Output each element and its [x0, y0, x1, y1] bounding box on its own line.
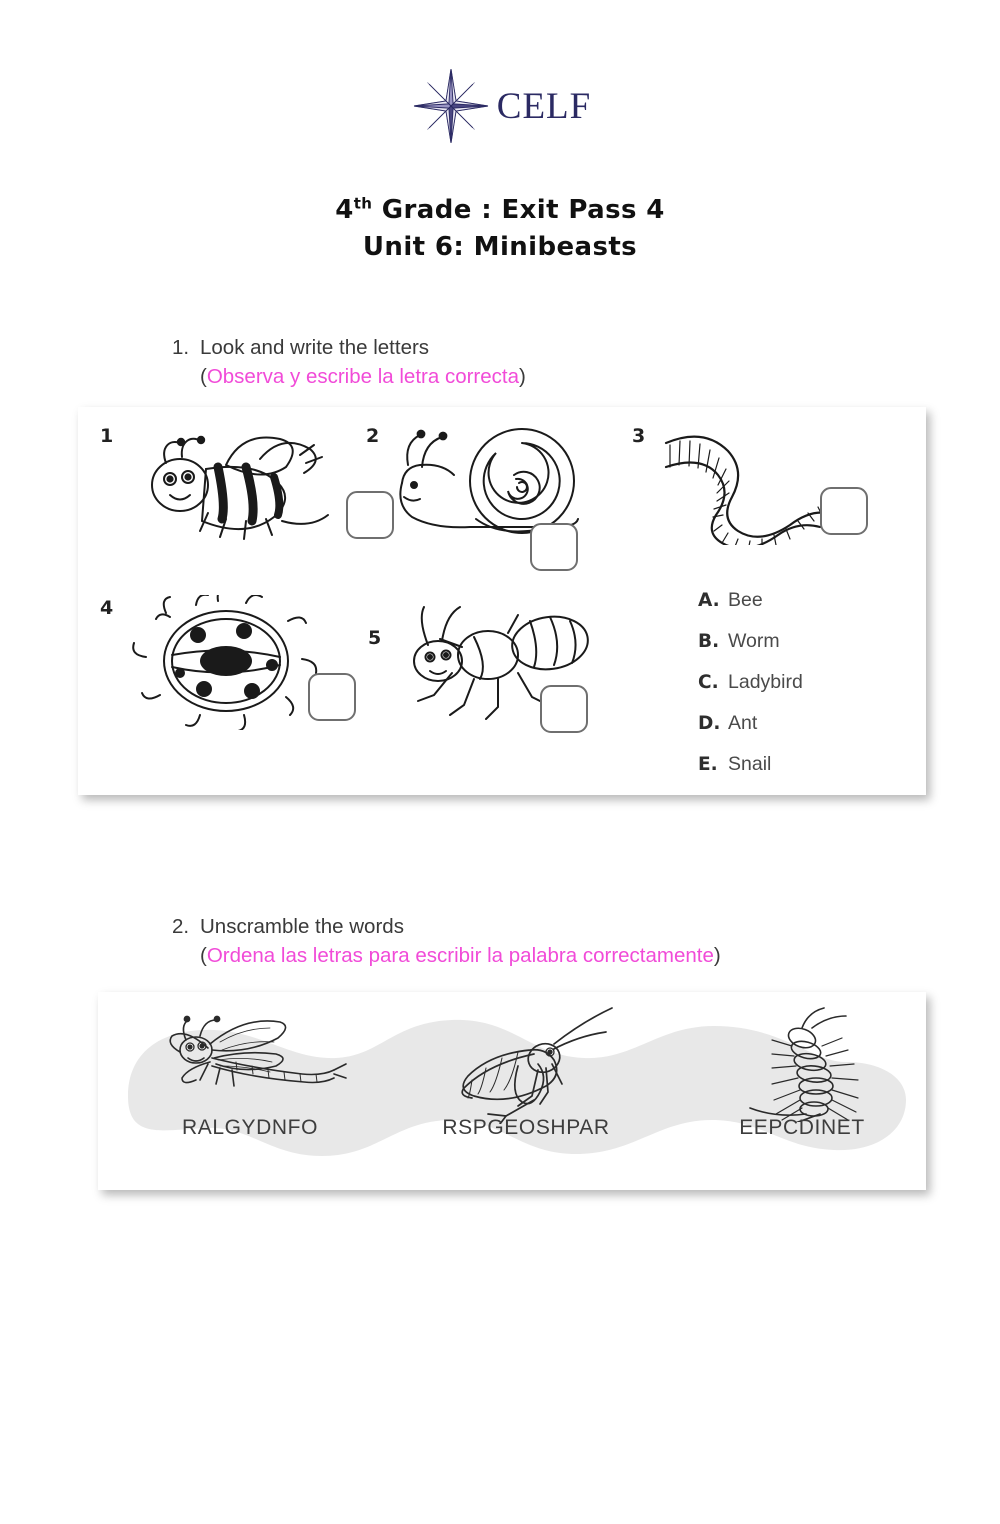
paren-open: ( — [200, 364, 207, 388]
option-word-c: Ladybird — [728, 670, 803, 693]
item-number-5: 5 — [368, 626, 382, 649]
grasshopper-drawing — [426, 1004, 626, 1129]
brand-name: CELF — [496, 85, 592, 127]
option-row-c — [698, 671, 803, 694]
dragonfly-drawing — [158, 1014, 348, 1129]
answer-box-5[interactable] — [540, 685, 588, 733]
option-letter-e: E. — [698, 753, 718, 775]
scrambled-word-2: RSPGEOSHPAR — [442, 1115, 610, 1139]
centipede-drawing — [710, 1006, 890, 1127]
option-word-b: Worm — [728, 629, 780, 652]
exercise-1-spanish-text: Observa y escribe la letra correcta — [206, 364, 520, 388]
exercise-2-subinstruction — [200, 944, 1000, 968]
title-grade-rest: Grade : Exit Pass 4 — [372, 195, 665, 225]
option-row-b — [698, 630, 803, 653]
item-number-3: 3 — [632, 424, 646, 447]
paren-close: ) — [519, 364, 526, 388]
answer-box-4[interactable] — [308, 673, 356, 721]
item-number-4: 4 — [100, 596, 114, 619]
answer-box-3[interactable] — [820, 487, 868, 535]
answer-box-2[interactable] — [530, 523, 578, 571]
title-line-2: Unit 6: Minibeasts — [362, 231, 638, 262]
option-word-e: Snail — [728, 752, 772, 775]
option-row-d — [698, 712, 803, 735]
exercise-1-card — [78, 407, 926, 795]
answer-options-list — [698, 589, 803, 794]
exercise-2-heading — [172, 915, 1000, 968]
exercise-2-instruction: Unscramble the words — [200, 914, 404, 938]
title-grade-number: 4 — [335, 195, 354, 225]
exercise-1-subinstruction — [200, 365, 1000, 389]
exercise-1-instruction: Look and write the letters — [200, 335, 430, 359]
paren-open-2: ( — [200, 943, 207, 967]
bee-drawing — [122, 427, 337, 552]
exercise-2-spanish-text: Ordena las letras para escribir la palabra correctamente — [206, 943, 714, 967]
option-letter-d: D. — [698, 712, 721, 734]
ladybird-drawing — [126, 595, 326, 735]
title-grade-suffix: th — [353, 194, 373, 213]
option-word-a: Bee — [728, 588, 763, 611]
item-number-1: 1 — [100, 424, 114, 447]
page-title — [0, 192, 1000, 266]
exercise-1-number: 1. — [172, 335, 190, 359]
scrambled-word-3: EEPCDINET — [739, 1115, 865, 1139]
exercise-2-number: 2. — [172, 914, 190, 938]
option-row-e — [698, 753, 803, 776]
exercise-1-heading — [172, 336, 1000, 389]
option-letter-a: A. — [698, 589, 720, 611]
answer-box-1[interactable] — [346, 491, 394, 539]
compass-star-icon — [409, 64, 493, 148]
exercise-2-card — [98, 992, 926, 1190]
option-word-d: Ant — [728, 711, 758, 734]
option-letter-c: C. — [698, 671, 719, 693]
paren-close-2: ) — [713, 943, 721, 967]
item-number-2: 2 — [366, 424, 380, 447]
worm-drawing — [656, 425, 846, 550]
option-row-a — [698, 589, 803, 612]
title-line-1 — [0, 192, 1000, 229]
scrambled-word-1: RALGYDNFO — [181, 1115, 319, 1139]
brand-logo — [0, 64, 1000, 148]
option-letter-b: B. — [698, 630, 720, 652]
